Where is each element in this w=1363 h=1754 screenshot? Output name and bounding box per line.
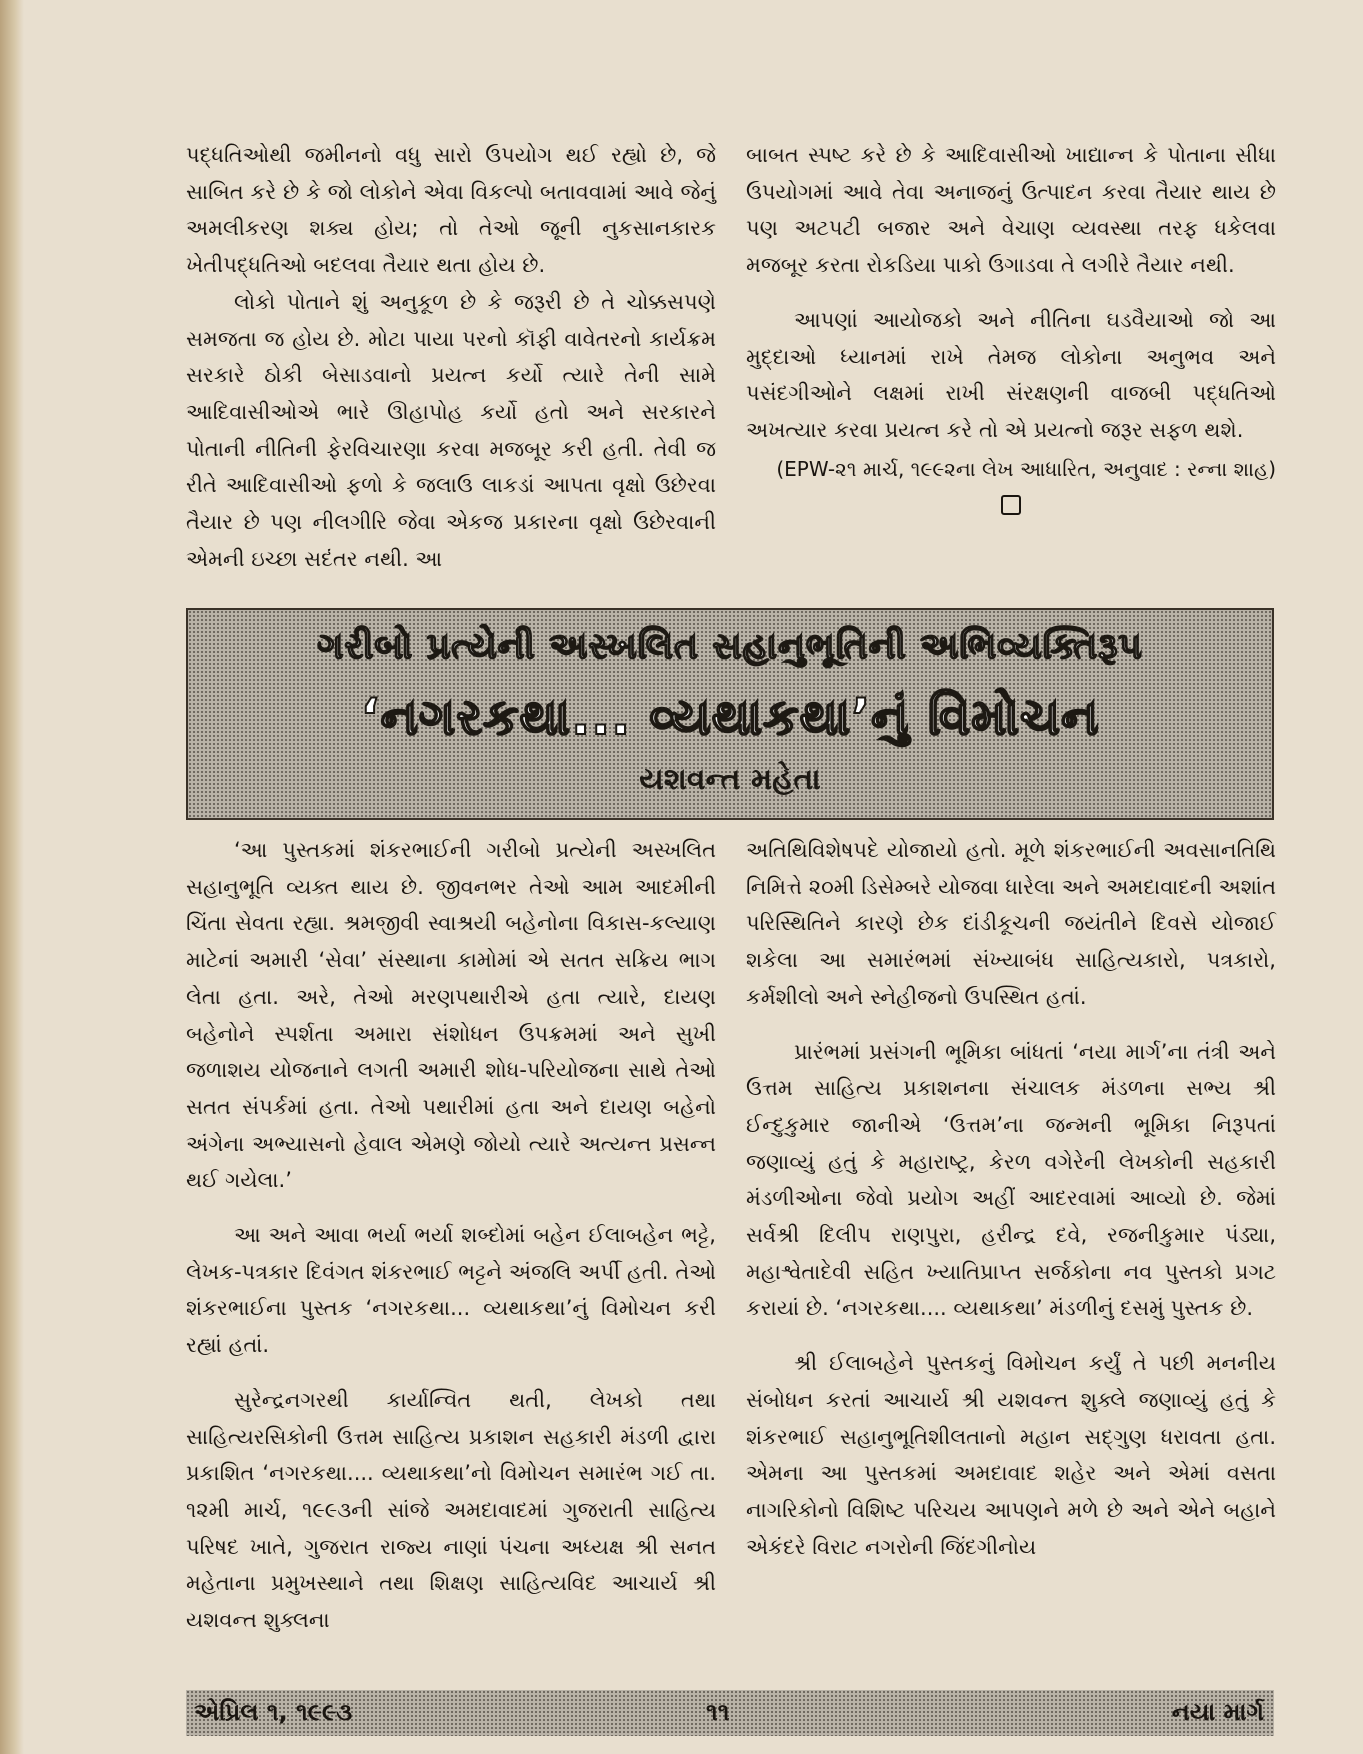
paragraph: શ્રી ઈલાબહેને પુસ્તકનું વિમોચન કર્યું તે પછી મનનીય સંબોધન કરતાં આચાર્ય શ્રી યશવન્ત શુક્લે જણાવ્યું હતું કે શંકરભાઈ સહાનુભૂતિશીલતાનો મહાન સદ્ગુણ ધરાવતા હતા. એમના આ પુસ્તકમાં અમદાવાદ શહેર અને એમાં વસતા નાગરિકોનો વિશિષ્ટ પરિચય આપણને મળે છે અને એને બહાને એકંદરે વિરાટ નગરોની જિંદગીનોય <box>746 1351 1276 1559</box>
paragraph: પ્રારંભમાં પ્રસંગની ભૂમિકા બાંધતાં ‘નયા માર્ગ’ના તંત્રી અને ઉત્તમ સાહિત્ય પ્રકાશનના સંચાલક મંડળના સભ્ય શ્રી ઈન્દુકુમાર જાનીએ ‘ઉત્તમ’ના જન્મની ભૂમિકા નિરૂપતાં જણાવ્યું હતું કે મહારાષ્ટ્ર, કેરળ વગેરેની લેખકોની સહકારી મંડળીઓના જેવો પ્રયોગ અહીં આદરવામાં આવ્યો છે. જેમાં સર્વશ્રી દિલીપ રાણપુરા, હરીન્દ્ર દવે, રજનીકુમાર પંડ્યા, મહાશ્વેતાદેવી સહિત ખ્યાતિપ્રાપ્ત સર્જકોના નવ પુસ્તકો પ્રગટ કરાયાં છે. ‘નગરકથા.... વ્યથાકથા’ મંડળીનું દસમું પુસ્તક છે. <box>746 1039 1276 1321</box>
translation-credit: (EPW-૨૧ માર્ચ, ૧૯૯૨ના લેખ આધારિત, અનુવાદ : રન્ના શાહ) <box>776 456 1276 481</box>
paragraph: પદ્ધતિઓથી જમીનનો વધુ સારો ઉપયોગ થઈ રહ્યો છે, જે સાબિત કરે છે કે જો લોકોને એવા વિકલ્પો બતાવવામાં આવે જેનું અમલીકરણ શક્ય હોય; તો તેઓ જૂની નુકસાનકારક ખેતીપદ્ધતિઓ બદલવા તૈયાર થતા હોય છે. <box>186 143 716 278</box>
article-headline: ‘નગરકથા... વ્યથાકથા’નું વિમોચન <box>360 688 1100 746</box>
article-column-bottom-left <box>186 832 716 1639</box>
article-column-top-left <box>186 137 716 577</box>
issue-date: એપ્રિલ ૧, ૧૯૯૩ <box>194 1698 353 1726</box>
paragraph: સુરેન્દ્રનગરથી કાર્યાન્વિત થતી, લેખકો તથા સાહિત્યરસિકોની ઉત્તમ સાહિત્ય પ્રકાશન સહકારી મંડળી દ્વારા પ્રકાશિત ‘નગરકથા.... વ્યથાકથા’નો વિમોચન સમારંભ ગઈ તા. ૧૨મી માર્ચ, ૧૯૯૩ની સાંજે અમદાવાદમાં ગુજરાતી સાહિત્ય પરિષદ ખાતે, ગુજરાત રાજ્ય નાણાં પંચના અધ્યક્ષ શ્રી સનત મહેતાના પ્રમુખસ્થાને તથા શિક્ષણ સાહિત્યવિદ આચાર્ય શ્રી યશવન્ત શુક્લના <box>186 1387 716 1633</box>
paragraph: બાબત સ્પષ્ટ કરે છે કે આદિવાસીઓ ખાદ્યાન્ન કે પોતાના સીધા ઉપયોગમાં આવે તેવા અનાજનું ઉત્પાદન કરવા તૈયાર થાય છે પણ અટપટી બજાર અને વેચાણ વ્યવસ્થા તરફ ધકેલવા મજબૂર કરતા રોકડિયા પાકો ઉગાડવા તે લગીરે તૈયાર નથી. <box>746 143 1276 278</box>
article-byline: યશવન્ત મહેતા <box>639 762 821 797</box>
paragraph: અતિથિવિશેષપદે યોજાયો હતો. મૂળે શંકરભાઈની અવસાનતિથિ નિમિત્તે ૨૦મી ડિસેમ્બરે યોજવા ધારેલા અને અમદાવાદની અશાંત પરિસ્થિતિને કારણે છેક દાંડીકૂચની જયંતીને દિવસે યોજાઈ શકેલા આ સમારંભમાં સંખ્યાબંધ સાહિત્યકારો, પત્રકારો, કર્મશીલો અને સ્નેહીજનો ઉપસ્થિત હતાં. <box>746 838 1276 1009</box>
paragraph: ‘આ પુસ્તકમાં શંકરભાઈની ગરીબો પ્રત્યેની અસ્ખલિત સહાનુભૂતિ વ્યક્ત થાય છે. જીવનભર તેઓ આમ આદમીની ચિંતા સેવતા રહ્યા. શ્રમજીવી સ્વાશ્રયી બહેનોના વિકાસ-કલ્યાણ માટેનાં અમારી ‘સેવા’ સંસ્થાના કામોમાં એ સતત સક્રિય ભાગ લેતા હતા. અરે, તેઓ મરણપથારીએ હતા ત્યારે, દાયણ બહેનોને સ્પર્શતા અમારા સંશોધન ઉપક્રમમાં અને સુખી જળાશય યોજનાને લગતી અમારી શોધ-પરિયોજના સાથે તેઓ સતત સંપર્કમાં હતા. તેઓ પથારીમાં હતા અને દાયણ બહેનો અંગેના અભ્યાસનો હેવાલ એમણે જોયો ત્યારે અત્યન્ત પ્રસન્ન થઈ ગયેલા.’ <box>186 838 716 1193</box>
page-binding-edge <box>0 0 24 1754</box>
end-of-article-icon <box>1001 495 1021 515</box>
article-title-box <box>186 608 1274 820</box>
page-footer <box>186 1690 1274 1736</box>
article-column-bottom-right <box>746 832 1276 1565</box>
paragraph: લોકો પોતાને શું અનુકૂળ છે કે જરૂરી છે તે ચોક્કસપણે સમજતા જ હોય છે. મોટા પાયા પરનો કૉફી વાવેતરનો કાર્યક્રમ સરકારે ઠોકી બેસાડવાનો પ્રયત્ન કર્યો ત્યારે તેની સામે આદિવાસીઓએ ભારે ઊહાપોહ કર્યો હતો અને સરકારને પોતાની નીતિની ફેરવિચારણા કરવા મજબૂર કરી હતી. તેવી જ રીતે આદિવાસીઓ ફળો કે જલાઉ લાકડાં આપતા વૃક્ષો ઉછેરવા તૈયાર છે પણ નીલગીરિ જેવા એકજ પ્રકારના વૃક્ષો ઉછેરવાની એમની ઇચ્છા સદંતર નથી. આ <box>186 289 716 571</box>
paragraph: આ અને આવા ભર્યા ભર્યા શબ્દોમાં બહેન ઈલાબહેન ભટ્ટે, લેખક-પત્રકાર દિવંગત શંકરભાઈ ભટ્ટને અંજલિ અર્પી હતી. તેઓ શંકરભાઈના પુસ્તક ‘નગરકથા... વ્યથાકથા’નું વિમોચન કરી રહ્યાં હતાં. <box>186 1223 716 1358</box>
magazine-name: નયા માર્ગ <box>1171 1698 1264 1726</box>
page-number: ૧૧ <box>706 1698 730 1726</box>
paragraph: આપણાં આયોજકો અને નીતિના ઘડવૈયાઓ જો આ મુદ્દાઓ ધ્યાનમાં રાખે તેમજ લોકોના અનુભવ અને પસંદગીઓને લક્ષમાં રાખી સંરક્ષણની વાજબી પદ્ધતિઓ અખત્યાર કરવા પ્રયત્ન કરે તો એ પ્રયત્નો જરૂર સફળ થશે. <box>746 307 1276 442</box>
article-column-top-right <box>746 137 1276 515</box>
article-kicker: ગરીબો પ્રત્યેની અસ્ખલિત સહાનુભૂતિની અભિવ્યક્તિરૂપ <box>317 626 1143 667</box>
